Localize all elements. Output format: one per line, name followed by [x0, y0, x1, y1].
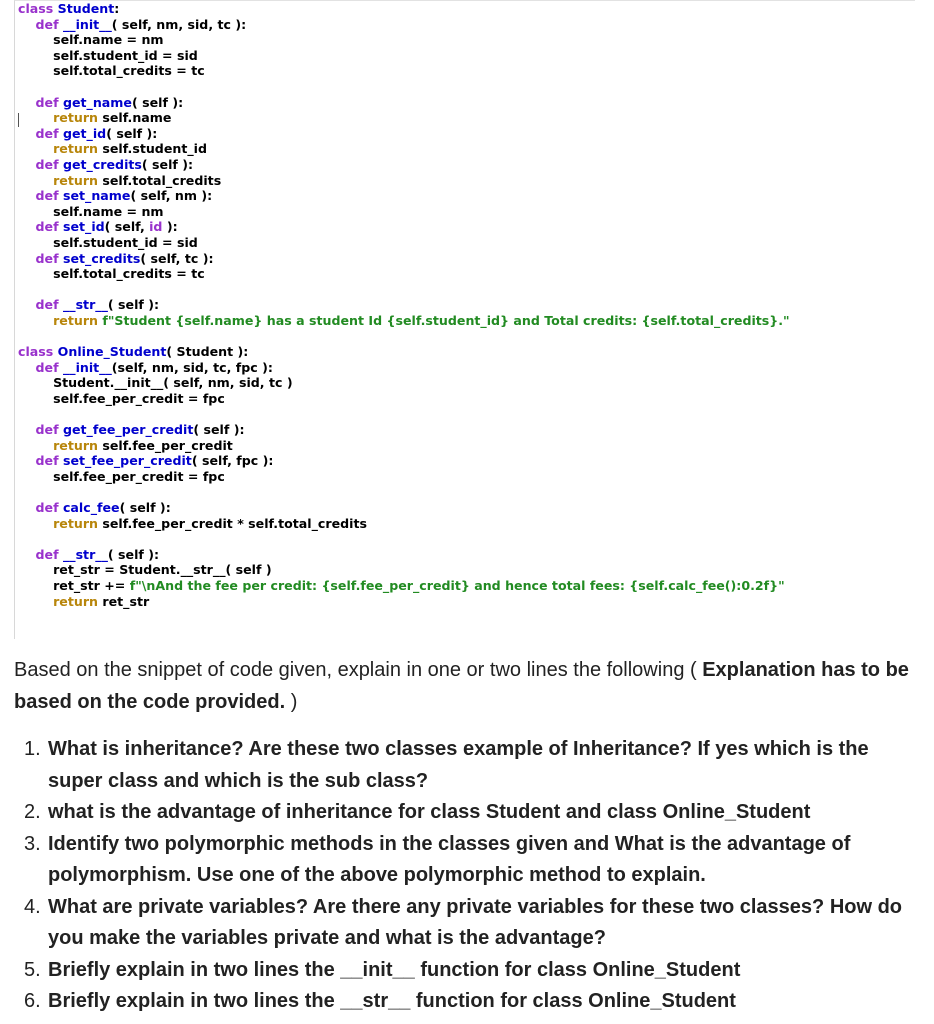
code-line: def get_credits( self ): — [35, 156, 194, 172]
code-line: self.name = nm — [53, 32, 164, 48]
code-line: return ret_str — [53, 593, 150, 609]
question-item — [14, 955, 919, 987]
question-item — [14, 797, 919, 829]
code-line: return self.fee_per_credit — [53, 437, 233, 453]
question-item — [14, 829, 919, 892]
question-item — [14, 892, 919, 955]
code-snippet-panel — [14, 0, 915, 639]
code-line: Student.__init__( self, nm, sid, tc ) — [53, 375, 293, 391]
code-line — [18, 328, 790, 344]
code-line: def get_id( self ): — [35, 125, 158, 141]
question-text: What are private variables? Are there any private variables for these two classes? How do you make the variables private and what is the advantage? — [48, 895, 903, 949]
code-line: def set_id( self, id ): — [35, 219, 178, 235]
code-line: self.total_credits = tc — [53, 266, 205, 282]
code-line: return self.fee_per_credit * self.total_credits — [53, 515, 367, 531]
question-text: Identify two polymorphic methods in the classes given and What is the advantage of polymorphism. Use one of the above polymorphic method to explain. — [48, 832, 851, 886]
code-line: def __str__( self ): — [35, 546, 160, 562]
question-text: Briefly explain in two lines the __init__ function for class Online_Student — [48, 958, 741, 981]
question-text: What is inheritance? Are these two classes example of Inheritance? If yes which is the super class and which is the sub class? — [48, 738, 869, 792]
code-line: self.name = nm — [53, 203, 164, 219]
code-line: def __init__(self, nm, sid, tc, fpc ): — [35, 359, 273, 375]
code-line: def get_fee_per_credit( self ): — [35, 422, 245, 438]
question-item — [14, 734, 919, 797]
code-line: def calc_fee( self ): — [35, 500, 171, 515]
question-item — [14, 986, 919, 1018]
question-text: Briefly explain in two lines the __str__ function for class Online_Student — [48, 990, 736, 1012]
intro-tail: ) — [285, 691, 298, 713]
intro-bold-text: Explanation has to be based on the code provided. — [14, 659, 909, 713]
code-line — [18, 79, 790, 95]
question-number: 3. — [24, 832, 41, 855]
code-line: def set_fee_per_credit( self, fpc ): — [35, 453, 274, 469]
question-number: 6. — [24, 990, 41, 1012]
question-list — [14, 734, 919, 1018]
code-line: self.fee_per_credit = fpc — [53, 390, 225, 406]
code-line — [18, 484, 790, 500]
code-line: return self.name — [53, 110, 172, 126]
question-text: what is the advantage of inheritance for class Student and class Online_Student — [48, 801, 811, 823]
code-line: def get_name( self ): — [35, 94, 184, 110]
code-line: class Student: — [18, 1, 120, 16]
code-line: return self.total_credits — [53, 172, 222, 188]
code-line: self.total_credits = tc — [53, 63, 205, 79]
code-line — [18, 531, 790, 547]
code-line: def set_credits( self, tc ): — [35, 250, 214, 266]
question-number: 4. — [24, 895, 41, 918]
code-line: ret_str = Student.__str__( self ) — [53, 562, 272, 578]
code-line: return f"Student {self.name} has a student Id {self.student_id} and Total credits: {self.total_credits}." — [53, 312, 790, 328]
code-line — [18, 282, 790, 298]
code-line: ret_str += f"\nAnd the fee per credit: {self.fee_per_credit} and hence total fees: {self.calc_fee():0.2f}" — [53, 577, 785, 593]
intro-paragraph — [14, 654, 919, 718]
code-line: self.student_id = sid — [53, 47, 198, 63]
code-block — [18, 1, 790, 609]
code-line: def __str__( self ): — [35, 297, 160, 313]
code-line: return self.student_id — [53, 141, 207, 157]
code-line — [18, 406, 790, 422]
question-number: 5. — [24, 958, 41, 981]
code-line: self.student_id = sid — [53, 234, 198, 250]
instructions — [14, 654, 919, 718]
code-line: class Online_Student( Student ): — [18, 344, 249, 360]
code-line: def __init__( self, nm, sid, tc ): — [35, 16, 247, 32]
intro-text: Based on the snippet of code given, explain in one or two lines the following ( — [14, 659, 703, 681]
code-line: self.fee_per_credit = fpc — [53, 468, 225, 484]
question-number: 2. — [24, 801, 41, 823]
code-line: def set_name( self, nm ): — [35, 188, 213, 204]
question-number: 1. — [24, 738, 41, 760]
